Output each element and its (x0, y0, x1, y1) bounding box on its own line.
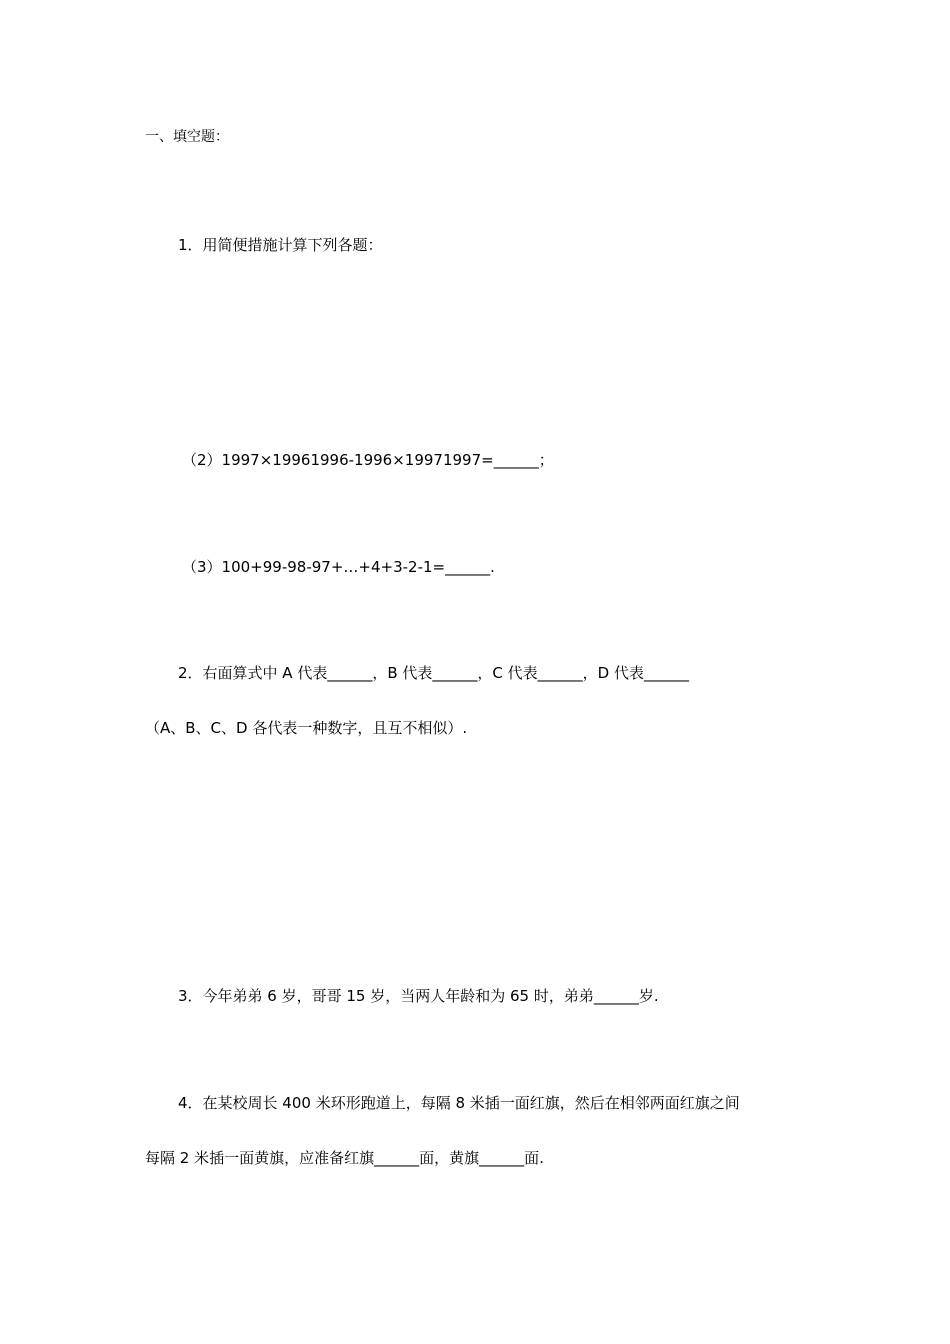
question-1-part-2: （2）1997×19961996-1996×19971997=______； (182, 451, 554, 469)
question-2-line-2: （A、B、C、D 各代表一种数字，且互不相似）. (145, 719, 468, 737)
question-4-line-2: 每隔 2 米插一面黄旗，应准备红旗______面，黄旗______面. (145, 1149, 544, 1167)
question-4-line-1: 4．在某校周长 400 米环形跑道上，每隔 8 米插一面红旗，然后在相邻两面红旗之间 (178, 1094, 740, 1112)
question-1-part-3: （3）100+99-98-97+…+4+3-2-1=______. (182, 558, 495, 576)
question-2-line-1: 2．右面算式中 A 代表______，B 代表______，C 代表______，D 代表______ (178, 664, 689, 682)
question-3: 3．今年弟弟 6 岁，哥哥 15 岁，当两人年龄和为 65 时，弟弟______岁. (178, 987, 659, 1005)
question-1-title: 1．用简便措施计算下列各题： (178, 236, 383, 254)
section-heading: 一、填空题： (145, 129, 229, 145)
